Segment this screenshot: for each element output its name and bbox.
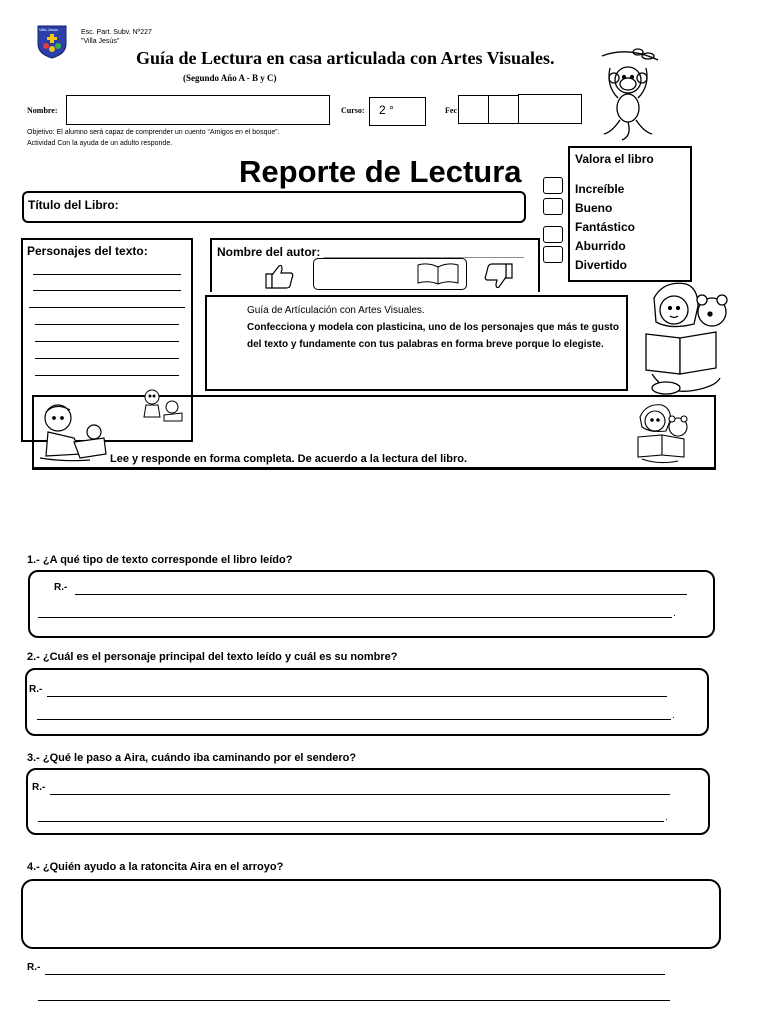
author-label: Nombre del autor: ______________________________	[217, 245, 524, 259]
rating-checkbox-3[interactable]	[543, 226, 563, 243]
rating-option[interactable]: Bueno	[575, 201, 613, 215]
rating-box	[568, 146, 692, 282]
characters-line	[33, 290, 181, 291]
rating-options	[575, 180, 635, 275]
rating-title: Valora el libro	[575, 152, 654, 166]
course-value: 2 °	[379, 103, 394, 117]
logo-text: Villa Jesús	[39, 27, 59, 32]
date-field-day[interactable]	[458, 95, 489, 124]
characters-line	[35, 375, 179, 376]
rating-checkbox-2[interactable]	[543, 198, 563, 215]
rating-option[interactable]: Fantástico	[575, 220, 636, 234]
school-subtitle: "Villa Jesús"	[81, 38, 120, 45]
answer-box-4[interactable]	[21, 879, 721, 949]
art-guide-body: Confecciona y modela con plasticina, uno de los personajes que más te gusto del texto y fundamente con tus palabras en forma breve porque lo elegiste.	[247, 322, 619, 350]
activity-text: Actividad Con la ayuda de un adulto responde.	[27, 140, 173, 147]
answer-box-3[interactable]	[26, 768, 710, 835]
rating-checkbox-1[interactable]	[543, 177, 563, 194]
report-heading: Reporte de Lectura	[239, 154, 522, 189]
answer-prefix: R.-	[32, 782, 46, 793]
art-guide-text	[247, 302, 619, 353]
answer-line	[47, 696, 667, 697]
answer-prefix: R.-	[54, 582, 68, 593]
book-title-field[interactable]	[22, 191, 526, 223]
course-field[interactable]	[369, 97, 426, 126]
kids-illustration	[138, 387, 186, 423]
thumbs-up-icon	[262, 262, 296, 295]
answer-line	[38, 617, 672, 618]
characters-line	[33, 274, 181, 275]
date-label: Fec	[445, 106, 457, 115]
answer-line	[37, 719, 671, 720]
school-name: Esc. Part. Subv. Nº227	[81, 29, 152, 36]
date-field-year[interactable]	[518, 94, 582, 124]
page-title: Guía de Lectura en casa articulada con Artes Visuales.	[136, 48, 555, 68]
page-subtitle: (Segundo Año A - B y C)	[183, 73, 277, 83]
girl-reading-illustration	[636, 278, 732, 398]
answer-prefix: R.-	[27, 962, 41, 973]
question-3: 3.- ¿Qué le paso a Aira, cuándo iba caminando por el sendero?	[27, 752, 357, 764]
question-1: 1.- ¿A qué tipo de texto corresponde el libro leído?	[27, 554, 293, 566]
question-4: 4.- ¿Quién ayudo a la ratoncita Aira en el arroyo?	[27, 861, 284, 873]
answer-line	[38, 821, 664, 822]
rating-option[interactable]: Aburrido	[575, 239, 626, 253]
art-guide-box	[205, 295, 628, 391]
date-field-month[interactable]	[488, 95, 519, 124]
girl-bear-illustration	[632, 401, 694, 465]
open-book-icon	[313, 258, 467, 290]
course-label: Curso:	[341, 106, 365, 115]
answer-line	[75, 594, 687, 595]
school-logo	[36, 24, 68, 60]
answer-line	[38, 1000, 670, 1001]
answer-period: .	[672, 710, 675, 721]
characters-line	[35, 358, 179, 359]
answer-prefix: R.-	[29, 684, 43, 695]
thumbs-down-icon	[482, 262, 516, 297]
rating-option[interactable]: Increíble	[575, 182, 625, 196]
question-2: 2.- ¿Cuál es el personaje principal del texto leído y cuál es su nombre?	[27, 651, 398, 663]
name-field[interactable]	[66, 95, 330, 125]
answer-period: .	[673, 608, 676, 619]
objective-text: Objetivo: El alumno será capaz de comprender un cuento “Amigos en el bosque”.	[27, 129, 280, 136]
answer-period: .	[665, 812, 668, 823]
rating-checkbox-4[interactable]	[543, 246, 563, 263]
characters-line	[35, 341, 179, 342]
rating-option[interactable]: Divertido	[575, 258, 628, 272]
characters-line	[29, 307, 185, 308]
book-title-label: Título del Libro:	[28, 198, 119, 212]
instruction-banner	[32, 395, 716, 470]
answer-line	[45, 974, 665, 975]
answer-box-2[interactable]	[25, 668, 709, 736]
monkey-illustration	[592, 46, 664, 142]
characters-label: Personajes del texto:	[27, 244, 148, 258]
boy-reading-illustration	[34, 398, 110, 464]
characters-line	[35, 324, 179, 325]
art-guide-title: Guía de Artículación con Artes Visuales.	[247, 305, 425, 316]
instruction-text: Lee y responde en forma completa. De acuerdo a la lectura del libro.	[110, 453, 468, 465]
answer-box-1[interactable]	[28, 570, 715, 638]
answer-line	[50, 794, 670, 795]
name-label: Nombre:	[27, 106, 58, 115]
